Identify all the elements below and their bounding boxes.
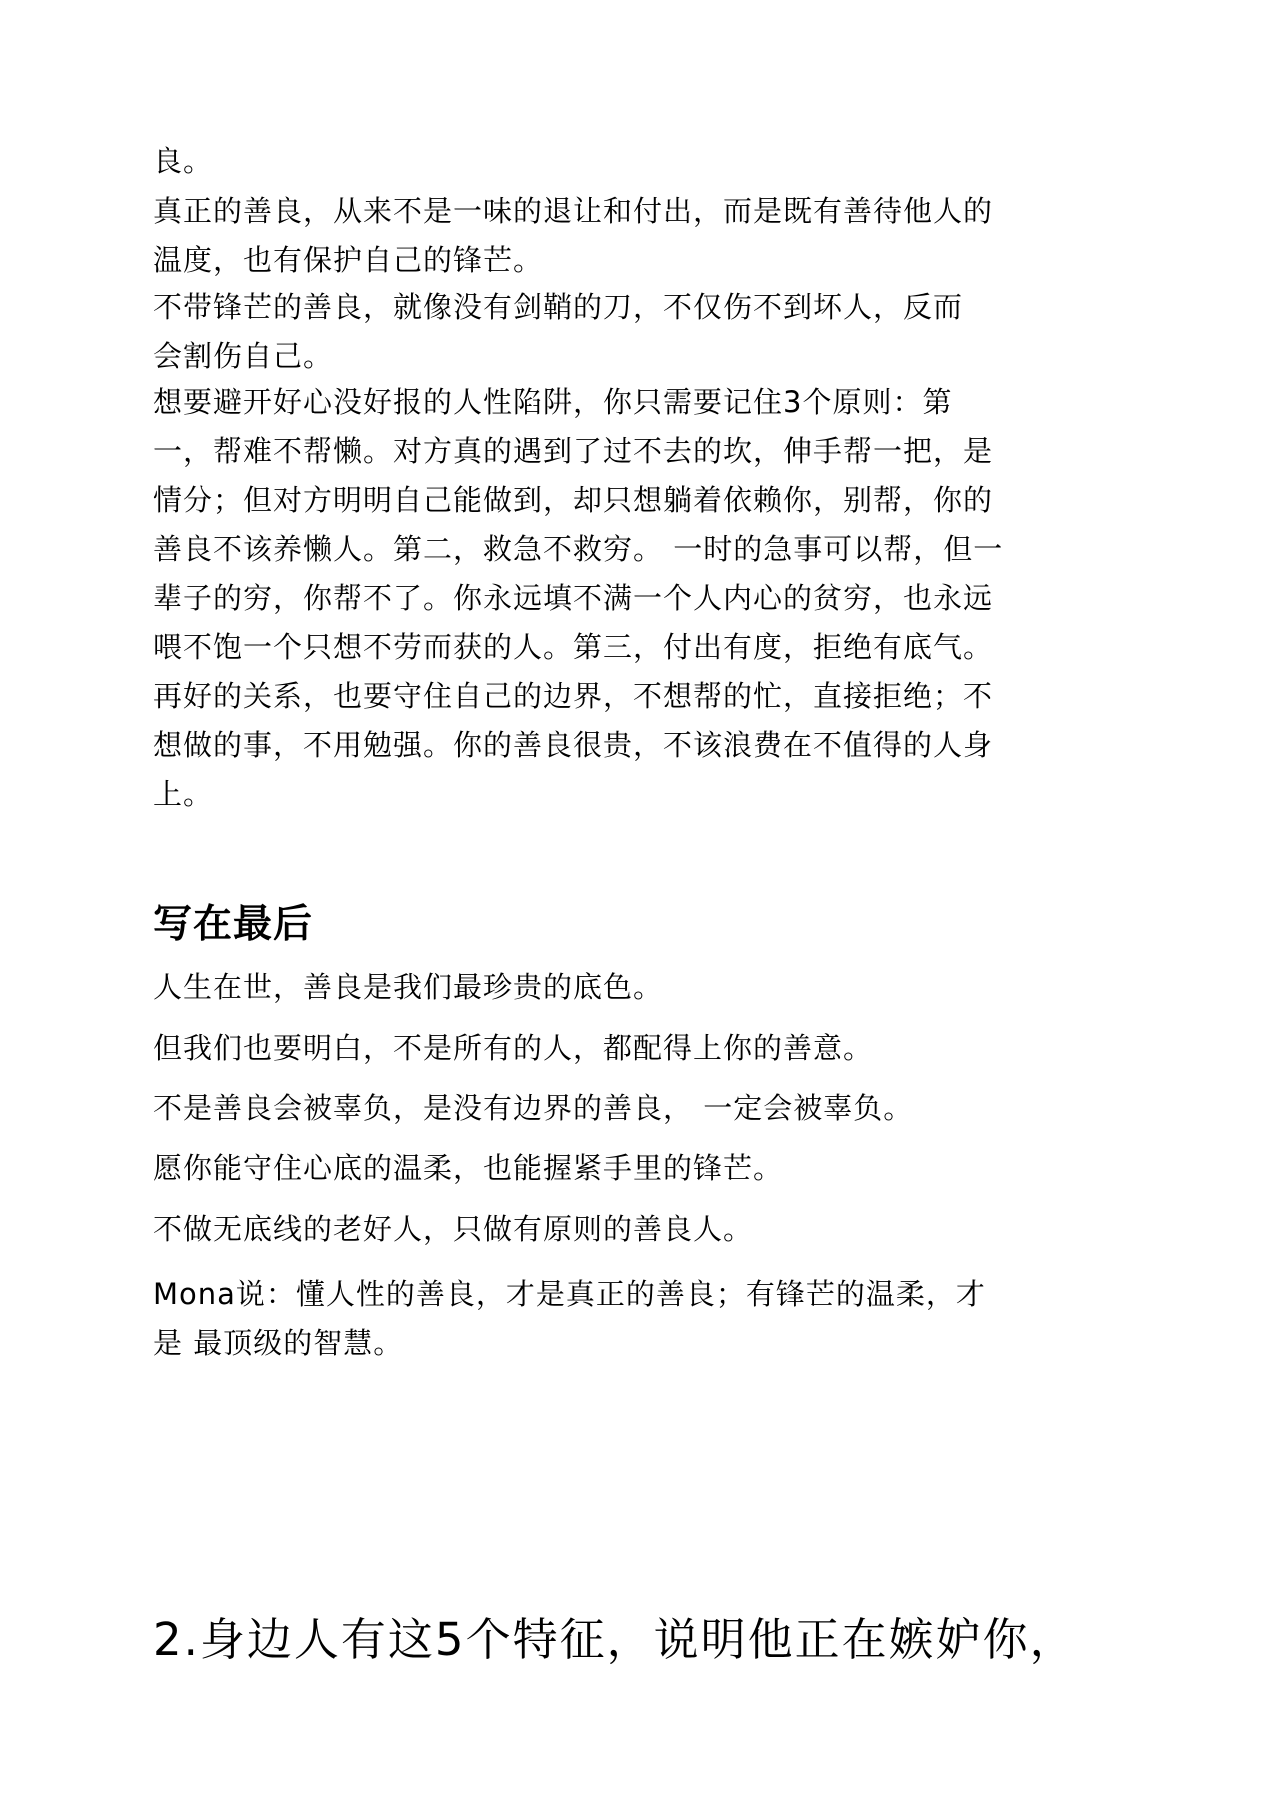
paragraph-line: 不带锋芒的善良，就像没有剑鞘的刀，不仅伤不到坏人，反而 xyxy=(153,290,964,324)
closing-line: 愿你能守住心底的温柔，也能握紧手里的锋芒。 xyxy=(153,1151,784,1185)
paragraph-kindness-without-edge xyxy=(153,283,1113,381)
paragraph-line: 上。 xyxy=(153,777,214,811)
paragraph-line: 情分；但对方明明自己能做到，却只想躺着依赖你，别帮，你的 xyxy=(153,483,994,517)
next-article-heading: 2.身边人有这5个特征，说明他正在嫉妒你， xyxy=(153,1613,1077,1666)
paragraph-line: 一，帮难不帮懒。对方真的遇到了过不去的坎，伸手帮一把，是 xyxy=(153,434,994,468)
quote-line: Mona说：懂人性的善良，才是真正的善良；有锋芒的温柔，才 xyxy=(153,1277,986,1311)
paragraph-line: 喂不饱一个只想不劳而获的人。第三，付出有度，拒绝有底气。 xyxy=(153,630,994,664)
paragraph-line: 想做的事，不用勉强。你的善良很贵，不该浪费在不值得的人身 xyxy=(153,728,994,762)
intro-tail-text: 良。 xyxy=(153,144,214,178)
paragraph-true-kindness xyxy=(153,187,1113,285)
paragraph-line: 温度，也有保护自己的锋芒。 xyxy=(153,243,544,277)
closing-line: 但我们也要明白，不是所有的人，都配得上你的善意。 xyxy=(153,1031,874,1065)
quote-line: 是 最顶级的智慧。 xyxy=(153,1326,404,1360)
paragraph-line: 想要避开好心没好报的人性陷阱，你只需要记住3个原则：第 xyxy=(153,385,953,419)
closing-line: 人生在世，善良是我们最珍贵的底色。 xyxy=(153,970,664,1004)
closing-line: 不做无底线的老好人，只做有原则的善良人。 xyxy=(153,1212,754,1246)
paragraph-line: 再好的关系，也要守住自己的边界，不想帮的忙，直接拒绝；不 xyxy=(153,679,994,713)
paragraph-line: 辈子的穷，你帮不了。你永远填不满一个人内心的贫穷，也永远 xyxy=(153,581,994,615)
closing-line: 不是善良会被辜负，是没有边界的善良， 一定会被辜负。 xyxy=(153,1091,914,1125)
quote-paragraph xyxy=(153,1270,1113,1368)
paragraph-line: 善良不该养懒人。第二，救急不救穷。 一时的急事可以帮，但一 xyxy=(153,532,1004,566)
paragraph-line: 会割伤自己。 xyxy=(153,339,334,373)
paragraph-line: 真正的善良，从来不是一味的退让和付出，而是既有善待他人的 xyxy=(153,194,994,228)
paragraph-three-principles xyxy=(153,378,1113,819)
section-heading: 写在最后 xyxy=(153,902,314,947)
